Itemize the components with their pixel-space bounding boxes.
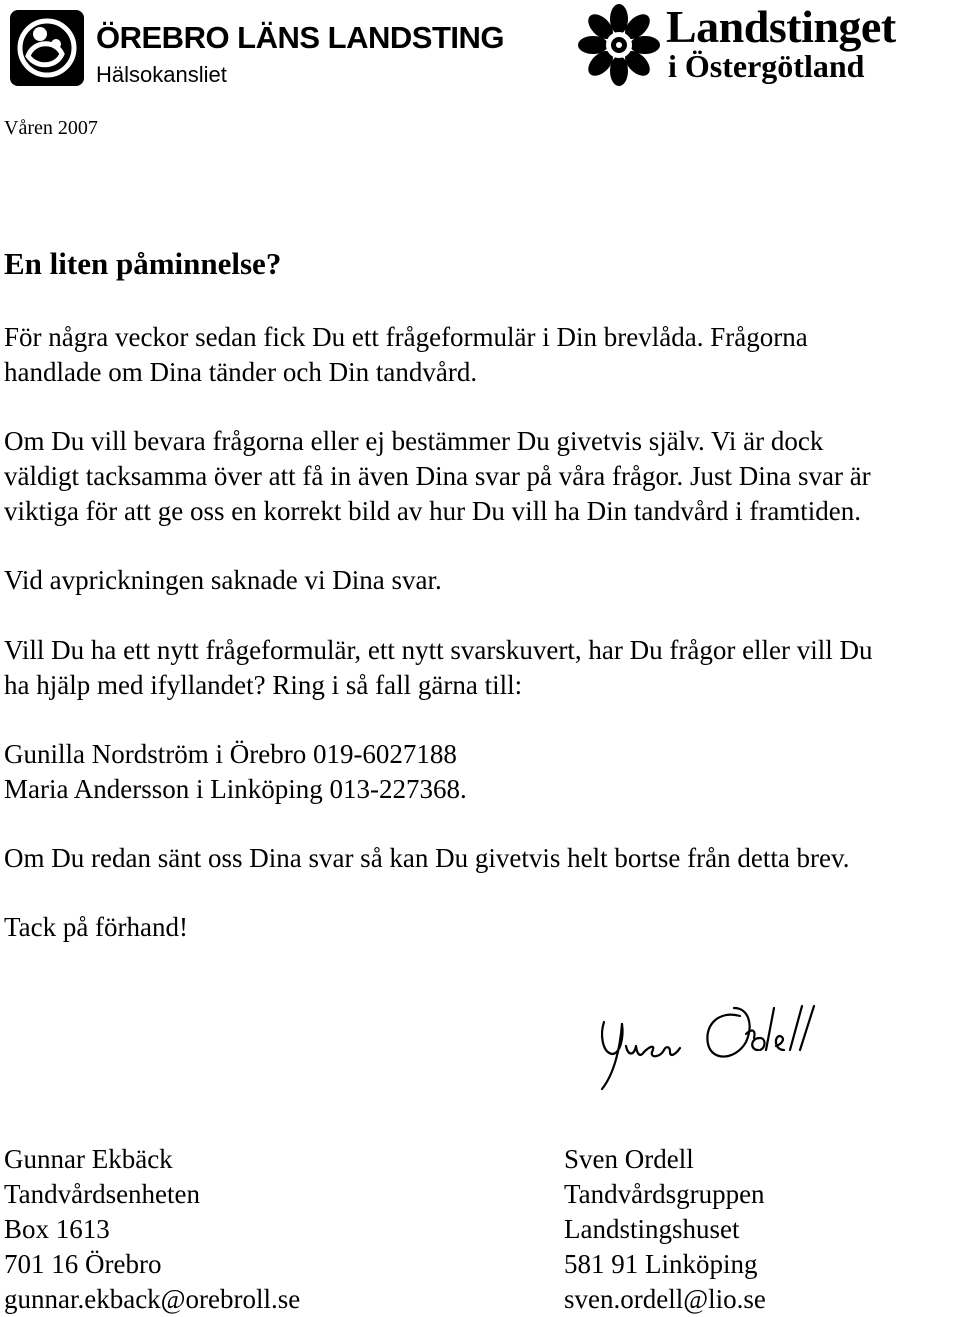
paragraph-2	[4, 424, 960, 529]
department-name: Hälsokansliet	[96, 62, 227, 87]
landstinget-logo	[578, 0, 938, 92]
text-line: Vill Du ha ett nytt frågeformulär, ett nytt svarskuvert, har Du frågor eller vill Du	[4, 635, 873, 665]
text-line: handlade om Dina tänder och Din tandvård.	[4, 357, 478, 387]
text-line: Vid avprickningen saknade vi Dina svar.	[4, 565, 442, 595]
landstinget-title: Landstinget	[666, 1, 896, 52]
contact-email: sven.ordell@lio.se	[564, 1284, 766, 1314]
paragraph-1	[4, 320, 960, 390]
text-line: viktiga för att ge oss en korrekt bild av hur Du vill ha Din tandvård i framtiden.	[4, 496, 862, 526]
paragraph-4	[4, 633, 960, 703]
letter-title: En liten påminnelse?	[4, 246, 282, 281]
contact-name: Sven Ordell	[564, 1144, 694, 1174]
contact-unit: Tandvårdsenheten	[4, 1179, 201, 1209]
landstinget-subtitle: i Östergötland	[668, 48, 865, 84]
organization-name: ÖREBRO LÄNS LANDSTING	[96, 20, 504, 55]
text-line: För några veckor sedan fick Du ett frågeformulär i Din brevlåda. Frågorna	[4, 322, 808, 352]
text-line: ha hjälp med ifyllandet? Ring i så fall gärna till:	[4, 670, 523, 700]
orebro-logo	[10, 10, 504, 88]
contact-address: Box 1613	[4, 1214, 110, 1244]
flower-emblem-icon	[578, 2, 660, 88]
paragraph-3	[4, 563, 960, 598]
text-line: väldigt tacksamma över att få in även Dina svar på våra frågor. Just Dina svar är	[4, 461, 871, 491]
contact-address: Landstingshuset	[564, 1214, 740, 1244]
contact-email: gunnar.ekback@orebroll.se	[4, 1284, 301, 1314]
text-line: Maria Andersson i Linköping 013-227368.	[4, 774, 467, 804]
text-line: Om Du vill bevara frågorna eller ej bestämmer Du givetvis själv. Vi är dock	[4, 426, 824, 456]
contact-phone-list	[4, 737, 960, 807]
contact-city: 701 16 Örebro	[4, 1249, 162, 1279]
contact-block-left	[4, 1142, 300, 1317]
contact-unit: Tandvårdsgruppen	[564, 1179, 765, 1209]
letter-date: Våren 2007	[4, 117, 98, 139]
contact-name: Gunnar Ekbäck	[4, 1144, 173, 1174]
paragraph-7	[4, 910, 960, 945]
text-line: Gunilla Nordström i Örebro 019-6027188	[4, 739, 457, 769]
contact-block-right	[564, 1142, 766, 1317]
handwritten-signature	[590, 994, 840, 1094]
orebro-lans-landsting-emblem-icon	[10, 10, 84, 86]
contact-city: 581 91 Linköping	[564, 1249, 758, 1279]
paragraph-6	[4, 841, 960, 876]
text-line: Om Du redan sänt oss Dina svar så kan Du givetvis helt bortse från detta brev.	[4, 843, 850, 873]
text-line: Tack på förhand!	[4, 912, 189, 942]
